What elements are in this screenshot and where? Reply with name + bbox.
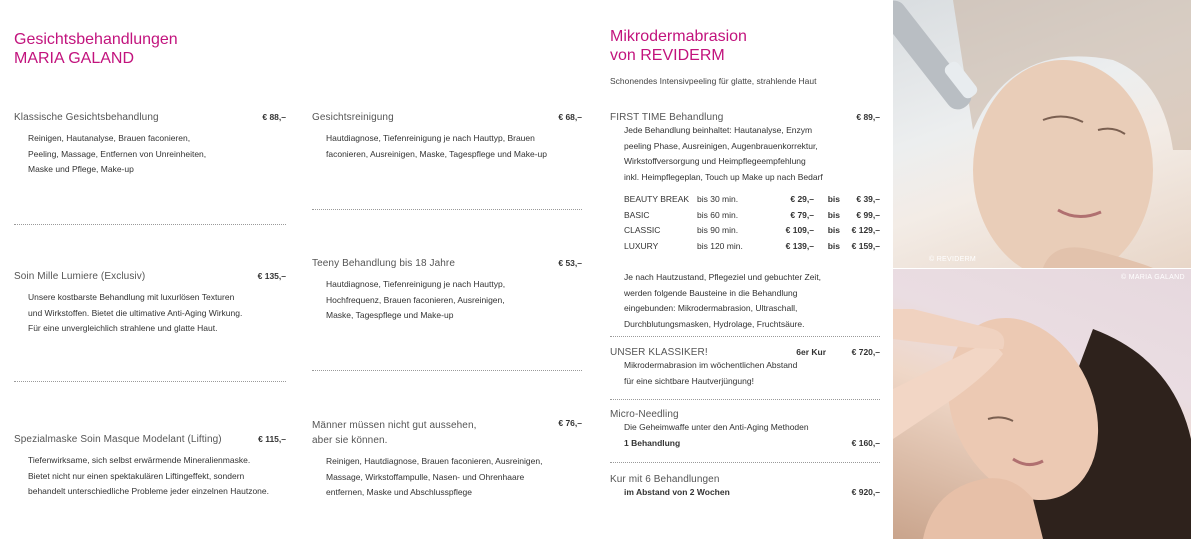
treatment-item-first-time: [610, 112, 880, 185]
desc-line: Unsere kostbarste Behandlung mit luxurlösen Texturen: [28, 292, 235, 302]
treatment-description: [28, 290, 286, 337]
treatment-price: € 720,–: [851, 347, 880, 357]
treatment-title: Teeny Behandlung bis 18 Jahre: [312, 258, 456, 269]
dotted-divider: [610, 462, 880, 463]
dotted-divider: [14, 224, 286, 225]
section-subtitle: Schonendes Intensivpeeling für glatte, strahlende Haut: [610, 76, 817, 86]
facial-massage-illustration: [893, 269, 1191, 539]
treatment-kur: 6er Kur: [796, 347, 826, 357]
rate-row: [624, 210, 880, 226]
treatment-item: [14, 271, 286, 337]
dotted-divider: [312, 209, 582, 210]
note-line: Je nach Hautzustand, Pflegeziel und gebuchter Zeit,: [624, 272, 822, 282]
kur6-line: [624, 485, 880, 501]
desc-line: Peeling, Massage, Entfernen von Unreinheiten,: [28, 148, 207, 159]
rate-time: bis 30 min.: [697, 194, 739, 204]
rate-price-to: € 39,–: [856, 194, 880, 204]
rate-price-from: € 79,–: [790, 209, 814, 220]
treatment-item-kur6: [610, 474, 880, 501]
treatment-price: € 89,–: [856, 112, 880, 122]
desc-line: entfernen, Maske und Abschlusspflege: [326, 487, 473, 497]
heading-line-1: Mikrodermabrasion: [610, 28, 747, 45]
treatment-description: [624, 358, 880, 389]
treatment-price: € 160,–: [851, 437, 880, 448]
treatment-item: [312, 112, 582, 162]
section-heading: [14, 30, 178, 68]
rate-time: bis 90 min.: [697, 225, 739, 235]
desc-line: peeling Phase, Ausreinigen, Augenbrauenkorrektur,: [624, 140, 818, 151]
treatment-title: Kur mit 6 Behandlungen: [610, 474, 720, 485]
desc-line: Bietet nicht nur einen spektakulären Liftingeffekt, sondern: [28, 470, 245, 481]
dotted-divider: [312, 370, 582, 371]
heading-line-2: MARIA GALAND: [14, 50, 135, 67]
treatment-title: [312, 418, 582, 448]
photo-facial-massage: [893, 269, 1191, 539]
title-line: Männer müssen nicht gut aussehen,: [312, 420, 477, 431]
treatment-price: € 115,–: [258, 434, 286, 444]
desc-line: Für eine unvergleichlich strahlene und glatte Haut.: [28, 323, 218, 333]
rate-bis: bis: [827, 209, 840, 220]
treatment-price: € 68,–: [558, 112, 582, 122]
needling-count: 1 Behandlung: [624, 437, 681, 448]
rate-bis: bis: [827, 240, 840, 251]
desc-line: Hautdiagnose, Tiefenreinigung je nach Hauttyp, Brauen: [326, 133, 535, 143]
kur6-interval: im Abstand von 2 Wochen: [624, 487, 730, 497]
desc-line: Maske und Pflege, Make-up: [28, 164, 134, 174]
rate-name: CLASSIC: [624, 225, 661, 235]
desc-line: inkl. Heimpflegeplan, Touch up Make up nach Bedarf: [624, 171, 823, 182]
treatment-title: Gesichtsreinigung: [312, 112, 394, 123]
treatment-note: [624, 270, 821, 332]
treatment-price: € 920,–: [851, 487, 880, 497]
rate-row: [624, 194, 880, 210]
treatment-price: € 76,–: [558, 418, 582, 428]
dotted-divider: [610, 399, 880, 400]
treatment-title: UNSER KLASSIKER!: [610, 347, 708, 358]
treatment-title: FIRST TIME Behandlung: [610, 112, 724, 123]
rate-price-to: € 129,–: [851, 225, 880, 235]
rate-bis: bis: [827, 194, 840, 204]
desc-line: behandelt unterschiedliche Probleme jeder einzelnen Hautzone.: [28, 486, 269, 496]
desc-line: Wirkstoffversorgung und Heimpflegeempfehlung: [624, 156, 806, 166]
treatment-item: [14, 434, 286, 500]
treatment-price: € 88,–: [262, 112, 286, 122]
rate-price-to: € 99,–: [856, 209, 880, 220]
treatment-item-klassiker: [610, 347, 880, 389]
rate-price-from: € 139,–: [785, 240, 814, 251]
treatment-item-needling: [610, 409, 880, 451]
rate-bis: bis: [827, 225, 840, 235]
column-face-treatments: [312, 0, 582, 539]
desc-line: Hochfrequenz, Brauen faconieren, Ausreinigen,: [326, 294, 505, 305]
treatment-title: Spezialmaske Soin Masque Modelant (Lifting): [14, 434, 222, 445]
treatment-description: [326, 277, 582, 324]
section-heading: [610, 27, 747, 65]
treatment-description: [28, 131, 286, 178]
treatment-title: Soin Mille Lumiere (Exclusiv): [14, 271, 146, 282]
needling-line: Die Geheimwaffe unter den Anti-Aging Methoden: [624, 422, 809, 432]
desc-line: Tiefenwirksame, sich selbst erwärmende Mineralienmaske.: [28, 455, 251, 465]
column-maria-galand: [14, 0, 286, 539]
desc-line: Maske, Tagespflege und Make-up: [326, 310, 454, 320]
rate-row: [624, 225, 880, 241]
woman-face-illustration: [893, 0, 1191, 268]
treatment-item: [312, 258, 582, 324]
treatment-description: [624, 123, 880, 185]
heading-line-2: von REVIDERM: [610, 47, 725, 64]
desc-line: faconieren, Ausreinigen, Maske, Tagespflege und Make-up: [326, 148, 547, 159]
dotted-divider: [610, 336, 880, 337]
heading-line-1: Gesichtsbehandlungen: [14, 31, 178, 48]
dotted-divider: [14, 381, 286, 382]
needling-line-bold: [624, 436, 880, 452]
photo-microdermabrasion: [893, 0, 1191, 268]
rate-name: LUXURY: [624, 240, 659, 251]
desc-line: Reinigen, Hautanalyse, Brauen faconieren,: [28, 133, 191, 143]
photo-credit: © REVIDERM: [929, 256, 977, 263]
rate-table: [624, 194, 880, 256]
note-line: werden folgende Bausteine in die Behandlung: [624, 287, 798, 298]
note-line: Durchblutungsmasken, Hydrolage, Fruchtsäure.: [624, 318, 805, 329]
treatment-description: [28, 453, 286, 500]
treatment-title: Klassische Gesichtsbehandlung: [14, 112, 159, 123]
treatment-title: Micro-Needling: [610, 409, 679, 420]
desc-line: für eine sichtbare Hautverjüngung!: [624, 375, 754, 386]
rate-name: BASIC: [624, 209, 650, 220]
treatment-price: € 53,–: [558, 258, 582, 268]
desc-line: Reinigen, Hautdiagnose, Brauen faconieren, Ausreinigen,: [326, 456, 543, 466]
rate-row: [624, 241, 880, 257]
treatment-price: € 135,–: [257, 271, 286, 281]
treatment-description: [326, 131, 582, 162]
desc-line: und Wirkstoffen. Bietet die ultimative Anti-Aging Wirkung.: [28, 307, 243, 318]
rate-price-from: € 109,–: [785, 225, 814, 235]
treatment-item: [312, 418, 582, 501]
desc-line: Mikrodermabrasion im wöchentlichen Abstand: [624, 360, 798, 370]
desc-line: Jede Behandlung beinhaltet: Hautanalyse, Enzym: [624, 125, 813, 135]
note-line: eingebunden: Mikrodermabrasion, Ultraschall,: [624, 303, 798, 313]
rate-time: bis 120 min.: [697, 240, 743, 251]
rate-price-from: € 29,–: [790, 194, 814, 204]
treatment-description: [326, 454, 582, 501]
rate-price-to: € 159,–: [851, 240, 880, 251]
rate-name: BEAUTY BREAK: [624, 194, 690, 204]
desc-line: Massage, Wirkstoffampulle, Nasen- und Ohrenhaare: [326, 471, 525, 482]
rate-time: bis 60 min.: [697, 209, 739, 220]
photo-credit: © MARIA GALAND: [1121, 274, 1185, 281]
treatment-item: [14, 112, 286, 178]
title-line: aber sie können.: [312, 435, 388, 446]
column-reviderm: [610, 0, 880, 539]
desc-line: Hautdiagnose, Tiefenreinigung je nach Hauttyp,: [326, 279, 506, 289]
